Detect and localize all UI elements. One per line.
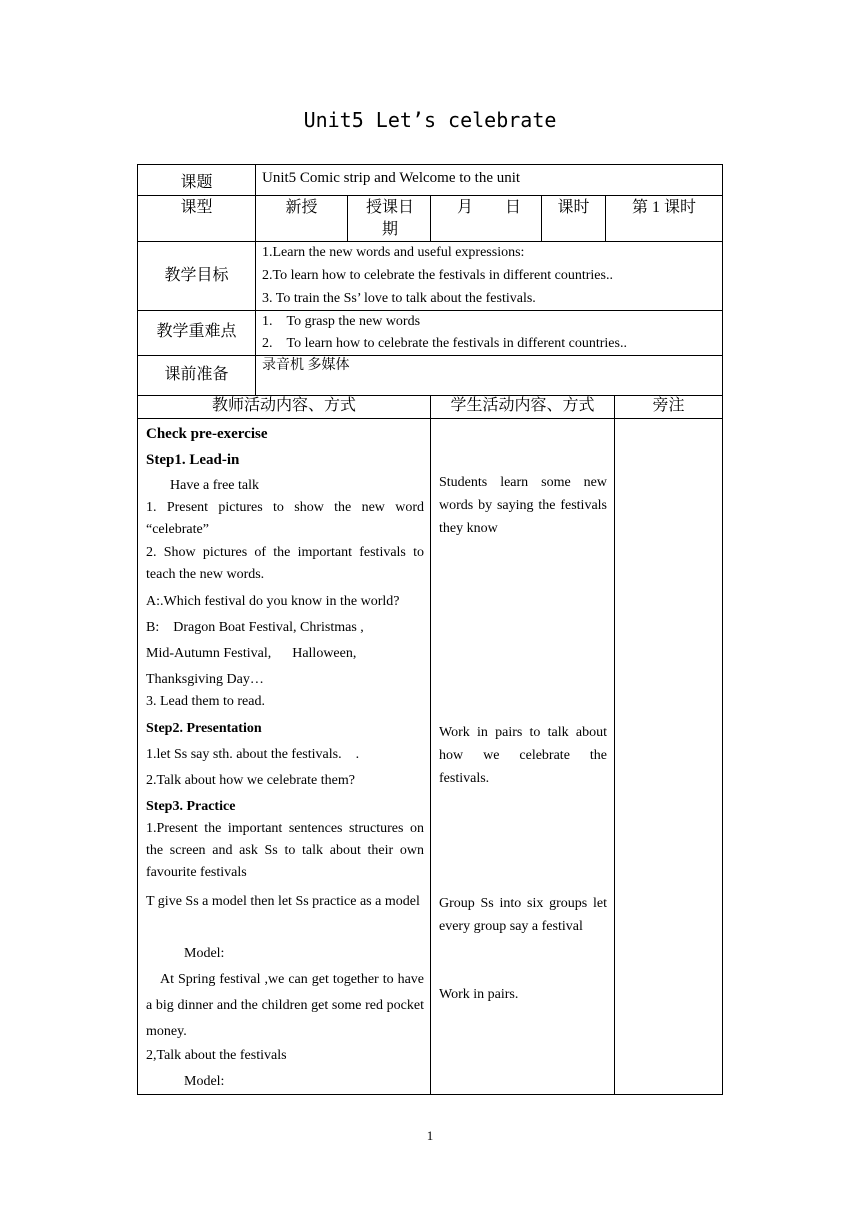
step2-heading: Step2. Presentation: [146, 721, 262, 736]
topic-label: 课题: [180, 174, 213, 191]
step1-answer-2: Mid-Autumn Festival, Halloween,: [146, 646, 357, 661]
student-activity-3: Group Ss into six groups let every group say a festival: [439, 896, 607, 934]
date-label: 授课日期: [366, 199, 415, 238]
teacher-column-header: 教师活动内容、方式: [211, 397, 356, 414]
prep-label: 课前准备: [164, 366, 229, 383]
student-activity-1: Students learn some new words by saying the festivals they know: [439, 475, 607, 536]
objective-1: 1.Learn the new words and useful expressions:: [262, 245, 525, 260]
step3-item-2: T give Ss a model then let Ss practice as a model: [146, 894, 420, 909]
page-number: 1: [426, 1128, 434, 1143]
step1-question: A:.Which festival do you know in the world?: [146, 594, 400, 609]
step1-item-1: 1. Present pictures to show the new word “celebrate”: [146, 500, 424, 537]
student-activity-2: Work in pairs to talk about how we celebrate the festivals.: [439, 725, 607, 786]
step2-item-2: 2.Talk about how we celebrate them?: [146, 773, 355, 788]
objectives-label: 教学目标: [164, 267, 229, 284]
step1-item-2: 2. Show pictures of the important festivals to teach the new words.: [146, 545, 424, 582]
day-label: 日: [505, 199, 522, 216]
step3-heading: Step3. Practice: [146, 799, 236, 814]
step1-item-3: 3. Lead them to read.: [146, 694, 265, 709]
period-value: 第 1 课时: [631, 199, 696, 216]
page-title: Unit5 Let’s celebrate: [303, 108, 557, 132]
month-label: 月: [457, 199, 474, 216]
model-label-2: Model:: [184, 1074, 225, 1089]
objective-3: 3. To train the Ss’ love to talk about the festivals.: [262, 291, 536, 306]
keypoint-1: 1. To grasp the new words: [262, 314, 421, 329]
step1-answer-1: B: Dragon Boat Festival, Christmas ,: [146, 620, 364, 635]
step3-model-text: At Spring festival ,we can get together to have a big dinner and the children get some red pocket money.: [146, 972, 424, 1039]
type-label: 课型: [180, 199, 213, 216]
step3-item-1: 1.Present the important sentences structures on the screen and ask Ss to talk about their own favourite festivals: [146, 821, 424, 880]
topic-value: Unit5 Comic strip and Welcome to the unit: [262, 170, 521, 186]
type-value: 新授: [285, 199, 318, 216]
free-talk: Have a free talk: [170, 478, 259, 493]
check-pre-exercise: Check pre-exercise: [146, 426, 268, 442]
student-activity-4: Work in pairs.: [439, 987, 519, 1002]
step1-heading: Step1. Lead-in: [146, 452, 240, 468]
step2-item-1: 1.let Ss say sth. about the festivals. .: [146, 747, 360, 762]
step3-item-3: 2,Talk about the festivals: [146, 1048, 287, 1063]
keypoint-2: 2. To learn how to celebrate the festivals in different countries..: [262, 336, 627, 351]
objective-2: 2.To learn how to celebrate the festivals in different countries..: [262, 268, 613, 283]
keypoints-label: 教学重难点: [156, 323, 237, 340]
model-label-1: Model:: [184, 946, 225, 961]
student-column-header: 学生活动内容、方式: [450, 397, 595, 414]
step1-answer-3: Thanksgiving Day…: [146, 672, 264, 687]
period-label: 课时: [557, 199, 590, 216]
notes-column-header: 旁注: [652, 397, 685, 414]
prep-value: 录音机 多媒体: [262, 358, 350, 373]
